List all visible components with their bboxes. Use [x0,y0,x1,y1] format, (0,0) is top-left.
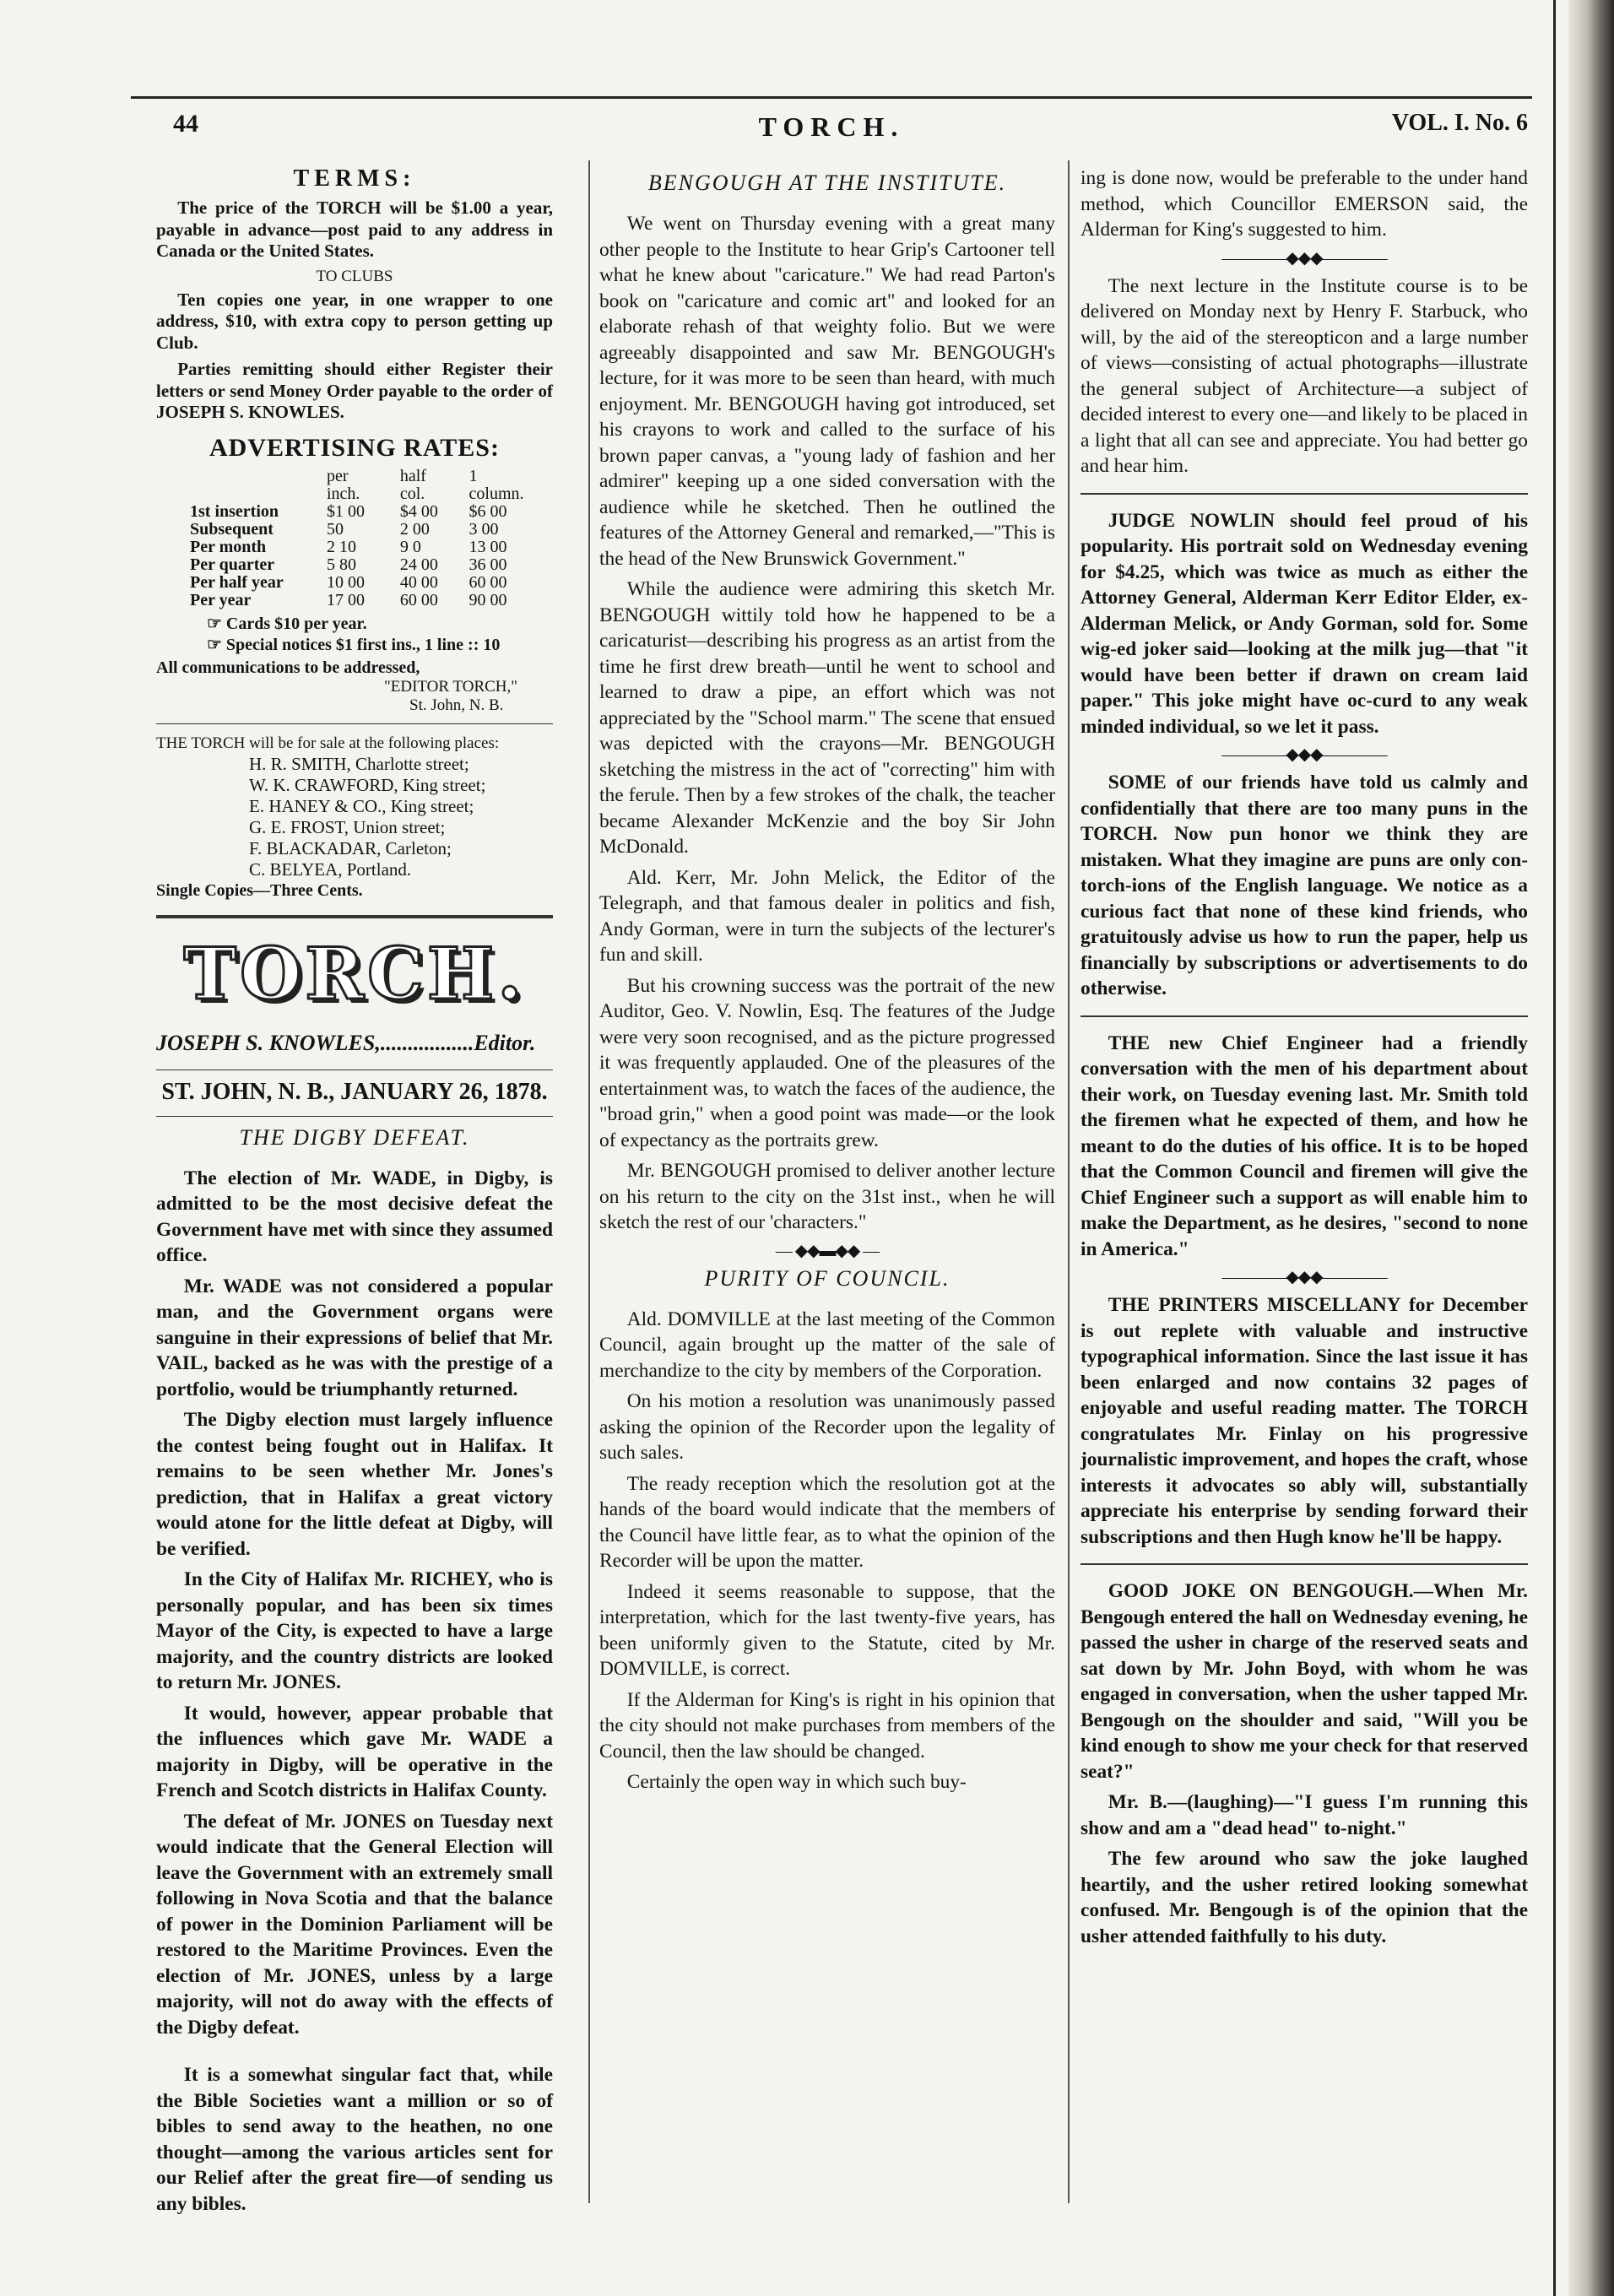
rates-header-row [190,468,553,503]
article-paragraph: The Digby election must largely influence the contest being fought out in Halifax. It remains to be seen whether Mr. Jones's prediction, that in Halifax a great victory would atone for the little defeat at Digby, will be verified. [156,1409,553,1560]
article-title: BENGOUGH AT THE INSTITUTE. [647,171,1007,195]
rates-table [190,468,553,609]
rate-value: 17 00 [327,590,365,609]
single-copies: Single Copies—Three Cents. [156,880,363,900]
rates-row [190,539,553,556]
rate-value: $6 00 [468,501,507,521]
remit-text: Parties remitting should either Register their letters or send Money Order payable to the order of JOSEPH S. KNOWLES. [156,359,553,422]
address-line: St. John, N. B. [409,696,504,714]
ornament-separator: ————◆◆◆———— [1221,1268,1387,1286]
rate-value: 3 00 [468,519,499,539]
divider [1081,1015,1528,1017]
article-paragraph: ing is done now, would be preferable to the under hand method, which Councillor EMERSON said, the Alderman for King's suggested to him. [1081,167,1528,241]
article-paragraph: Mr. BENGOUGH promised to deliver another lecture on his return to the city on the 31st inst., when he will sketch the rest of our 'characters." [599,1160,1055,1233]
sale-place: E. HANEY & CO., King street; [249,795,474,816]
rate-label: 1st insertion [190,501,279,521]
editor-line: JOSEPH S. KNOWLES,.................Editor. [156,1030,536,1055]
binding-line [1553,0,1556,2296]
column-1 [156,165,553,2222]
column-rule [588,160,590,2203]
volume-number: VOL. I. No. 6 [1391,110,1528,136]
news-item: GOOD JOKE ON BENGOUGH.—When Mr. Bengough entered the hall on Wednesday evening, he passed the usher in charge of the reserved seats and sat down by Mr. John Boyd, with whom he was engaged in conversation, when the usher tapped Mr. Bengough on the shoulder and said, "Will you be kind enough to show me your check for that reserved seat?" [1081,1580,1528,1783]
dateline: ST. JOHN, N. B., JANUARY 26, 1878. [161,1078,548,1105]
column-rule [1068,160,1070,2203]
rate-value: 2 10 [327,537,356,556]
rate-value: 9 0 [399,537,421,556]
divider [156,1069,553,1070]
rate-value: 24 00 [399,555,438,574]
paper-name: TORCH. [758,111,905,142]
divider [1081,1563,1528,1565]
address-line: "EDITOR TORCH," [384,677,518,696]
communications-note: All communications to be addressed, [156,658,420,677]
rate-value: 60 00 [468,572,507,592]
page-number: 44 [173,110,198,138]
rate-value: 50 [327,519,344,539]
bibles-item: It is a somewhat singular fact that, while the Bible Societies want a million or so of bibles to send away to the heathen, no one thought—among the various articles sent for our Relief after the great fire—of sending us any bibles. [156,2064,553,2215]
rate-value: 40 00 [399,572,438,592]
article-title: THE DIGBY DEFEAT. [239,1124,470,1150]
rate-label: Per month [190,537,267,556]
rate-label: Per half year [190,572,284,592]
article-paragraph: The election of Mr. WADE, in Digby, is admitted to be the most decisive defeat the Government have met with since they assumed office. [156,1167,553,1266]
article-paragraph: Certainly the open way in which such buy- [626,1771,967,1793]
news-item: THE new Chief Engineer had a friendly conversation with the men of his department about their work, on Tuesday evening last. Mr. Smith told the firemen what he expected of them, and how he meant to do the duties of his office. It is to be hoped that the Common Council and firemen will give the Chief Engineer such a support as will enable him to make the Department, as he desires, "second to none in America." [1081,1032,1528,1260]
sale-place: F. BLACKADAR, Carleton; [249,837,452,858]
news-item: THE PRINTERS MISCELLANY for December is out replete with valuable and instructive typographical information. Since the last issue it has been enlarged and now contains 32 pages of enjoyable and useful reading matter. The TORCH congratulates Mr. Finlay on his progressive journalistic improvement, and hopes the craft, whose interests it advocates so ably will, substantially appreciate his enterprise by sending forward their subscriptions and then Hugh know he'll be happy. [1081,1294,1528,1548]
rate-value: 90 00 [468,590,507,609]
rate-value: 13 00 [468,537,507,556]
sale-place: C. BELYEA, Portland. [249,858,412,880]
ornament-separator: ————◆◆◆———— [1221,745,1387,764]
divider [156,1116,553,1117]
terms-text: The price of the TORCH will be $1.00 a year, payable in advance—post paid to any address in Canada or the United States. [156,198,553,261]
article-paragraph: Ald. DOMVILLE at the last meeting of the Common Council, again brought up the matter of the sale of merchandize to the city by members of the Corporation. [599,1308,1055,1382]
top-rule [131,96,1532,99]
sale-place: G. E. FROST, Union street; [249,816,446,837]
rate-value: 5 80 [327,555,356,574]
rate-label: Per quarter [190,555,275,574]
article-paragraph: If the Alderman for King's is right in his opinion that the city should not make purchases from members of the Council, then the law should be changed. [599,1688,1055,1763]
page-header [127,110,1536,152]
rates-row [190,521,553,539]
rate-value: $4 00 [399,501,438,521]
divider [156,723,553,724]
binding-edge [1568,0,1614,2296]
torch-logo: TORCH. [183,931,526,1015]
article-paragraph: The ready reception which the resolution got at the hands of the board would indicate that the members of the Council have little fear, as to what the opinion of the Recorder will be upon the matter. [599,1472,1055,1572]
clubs-title: TO CLUBS [316,267,393,285]
sale-lead: THE TORCH will be for sale at the following places: [156,734,500,752]
news-item: SOME of our friends have told us calmly and confidentially that there are too many puns in the TORCH. Now pun honor we think they are mistaken. What they imagine are puns are only con-torch-ions of the English language. We notice as a curious fact that none of these kind friends, who gratuitously advise us how to run the paper, help us financially by subscriptions or advertisements to do otherwise. [1081,772,1528,999]
article-paragraph: We went on Thursday evening with a great many other people to the Institute to hear Grip's Cartooner tell what he knew about "caricature." We had read Parton's book on "caricature and comic art" and looked for an elaborate rehash of that weighty folio. But we were agreeably disappointed and saw Mr. BENGOUGH's lecture, for it was more to be seen than heard, with much enjoyment. Mr. BENGOUGH having got introduced, set his crayons to work and called to the surface of his brown paper canvas, a "young lady of fashion and her admirer" keeping up a one sided conversation with the audience while he sketched. Then he outlined the features of the Attorney General and remarked,—"This is the head of the New Brunswick Government." [599,213,1055,570]
article-paragraph: Ald. Kerr, Mr. John Melick, the Editor of the Telegraph, and that famous dealer in politics and fish, Andy Gorman, were in turn the subjects of the lecturer's fun and skill. [599,866,1055,966]
article-paragraph: But his crowning success was the portrait of the new Auditor, Geo. V. Nowlin, Esq. The features of the Judge were very soon recognised, and as the picture progressed it was frequently applauded. One of the pleasures of the entertainment was, to watch the faces of the audience, the "broad grin," when a good point was made—or the look of expectancy as the portraits grew. [599,974,1055,1151]
rates-row [190,503,553,521]
advertising-title: ADVERTISING RATES: [209,433,500,462]
rate-value: 36 00 [468,555,507,574]
rates-row [190,592,553,609]
sale-place: W. K. CRAWFORD, King street; [249,774,486,795]
news-item: JUDGE NOWLIN should feel proud of his popularity. His portrait sold on Wednesday evening for $4.25, which was twice as much as either the Attorney General, Alderman Kerr Editor Elder, ex-Alderman Melick, or Andy Gorman, sold for. Some wig-ed joker said—looking at the milk jug—that "it would have been better if drawn on cream laid paper." This joke might have oc-curd to any weak minded individual, so we let it pass. [1081,509,1528,738]
ornament-separator: — ◆◆▬◆◆ — [775,1241,880,1260]
col-header: per inch. [327,466,360,503]
article-paragraph: While the audience were admiring this sketch Mr. BENGOUGH wittily told how he happened to be a caricaturist—describing his progress as an artist from the time he first drew breath—until he went to school and learned to draw a pipe, an effort which was not appreciated by the "School marm." The scene that ensued was depicted with the crayons—Mr. BENGOUGH sketching the mistress in the act of "correcting" him with the ferule. Then by a few strokes of the chalk, the teacher became Alexander McKenzie and the boy Sir John McDonald. [599,578,1055,858]
divider [1081,493,1528,495]
column-2 [599,165,1055,1801]
rate-value: $1 00 [327,501,365,521]
article-paragraph: In the City of Halifax Mr. RICHEY, who is personally popular, and has been six times Mayor of the City, is expected to have a large majority, and the country districts are looked to return Mr. JONES. [156,1568,553,1693]
article-title: PURITY OF COUNCIL. [704,1265,951,1291]
article-paragraph: On his motion a resolution was unanimously passed asking the opinion of the Recorder upon the legality of such sales. [599,1390,1055,1464]
clubs-text: Ten copies one year, in one wrapper to one address, $10, with extra copy to person getting up Club. [156,289,553,353]
ornament-separator: ————◆◆◆———— [1221,248,1387,268]
rate-value: 60 00 [399,590,438,609]
col-header: 1 column. [468,466,524,503]
rate-label: Subsequent [190,519,274,539]
article-paragraph: The defeat of Mr. JONES on Tuesday next would indicate that the General Election will leave the Government with an extremely small following in Nova Scotia and that the balance of power in the Dominion Parliament will be restored to the Maritime Provinces. Even the election of Mr. JONES, unless by a large majority, will not do away with the effects of the Digby defeat. [156,1810,553,2039]
newspaper-page [127,84,1536,2215]
news-item: The few around who saw the joke laughed heartily, and the usher retired looking somewhat confused. Mr. Bengough is of the opinion that the usher attended faithfully to his duty. [1081,1848,1528,1947]
article-paragraph: It would, however, appear probable that the influences which gave Mr. WADE a majority in Digby, will be operative in the French and Scotch districts in Halifax County. [156,1702,553,1801]
sale-list [156,733,553,902]
special-note: ☞ Special notices $1 first ins., 1 line :: 10 [207,635,501,654]
article-paragraph: Indeed it seems reasonable to suppose, that the interpretation, which for the last twenty-five years, has been uniformly given to the Statute, cited by Mr. DOMVILLE, is correct. [599,1580,1055,1680]
rate-label: Per year [190,590,252,609]
rates-row [190,556,553,574]
divider [156,915,553,918]
article-paragraph: Mr. WADE was not considered a popular man, and the Government organs were sanguine in their expressions of belief that Mr. VAIL, backed as he was with the prestige of a portfolio, would be triumphantly returned. [156,1275,553,1400]
sale-place: H. R. SMITH, Charlotte street; [249,753,469,774]
terms-title: TERMS: [293,165,416,192]
cards-note: ☞ Cards $10 per year. [207,614,367,633]
news-item: Mr. B.—(laughing)—"I guess I'm running this show and am a "dead head" to-night." [1081,1791,1528,1839]
column-3 [1081,165,1528,1954]
rates-row [190,574,553,592]
rate-value: 10 00 [327,572,365,592]
col-header: half col. [399,466,426,503]
news-item: The next lecture in the Institute course is to be delivered on Monday next by Henry F. Starbuck, who will, by the aid of the stereopticon and a large number of views—consisting of actual photographs—illustrate the general subject of Architecture—a subject of decided interest to every one—and likely to be placed in a light that all can see and appreciate. You had better go and hear him. [1081,274,1528,477]
rate-value: 2 00 [399,519,430,539]
